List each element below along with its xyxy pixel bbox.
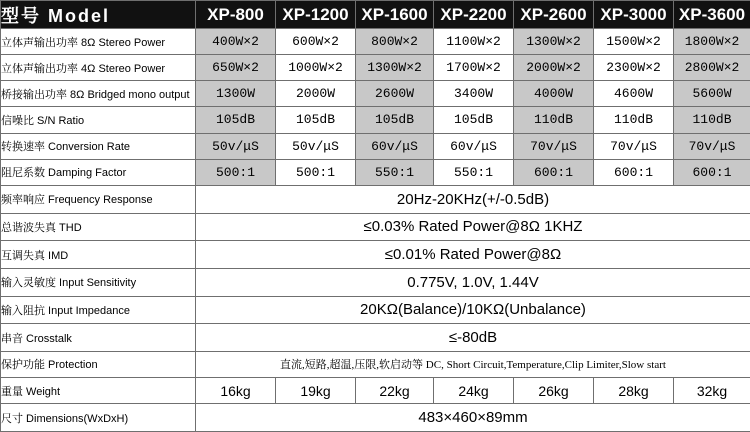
model-xp-1600: XP-1600 <box>356 1 434 29</box>
row-label: 互调失真 IMD <box>1 241 196 269</box>
row-damping-factor <box>1 159 750 185</box>
value-cell: 1800W×2 <box>674 29 750 55</box>
row-label: 信噪比 S/N Ratio <box>1 107 196 133</box>
row-thd <box>1 213 750 241</box>
value-cell: 5600W <box>674 81 750 107</box>
value-cell: 16kg <box>196 378 276 404</box>
row-frequency-response <box>1 185 750 213</box>
row-label: 桥接输出功率 8Ω Bridged mono output <box>1 81 196 107</box>
row-stereo-power-4ohm <box>1 55 750 81</box>
value-cell: 3400W <box>434 81 514 107</box>
value-cell: 600:1 <box>674 159 750 185</box>
row-bridged-mono <box>1 81 750 107</box>
row-snr <box>1 107 750 133</box>
value-cell: 2300W×2 <box>594 55 674 81</box>
value-cell: 2000W×2 <box>514 55 594 81</box>
value-cell: 70v/μS <box>674 133 750 159</box>
value-cell: 600:1 <box>514 159 594 185</box>
row-label: 频率响应 Frequency Response <box>1 185 196 213</box>
value-cell: 2800W×2 <box>674 55 750 81</box>
row-input-impedance <box>1 296 750 324</box>
value-cell: 110dB <box>594 107 674 133</box>
row-label: 阻尼系数 Damping Factor <box>1 159 196 185</box>
header-row <box>1 1 750 29</box>
value-cell: 70v/μS <box>514 133 594 159</box>
input-impedance-value: 20KΩ(Balance)/10KΩ(Unbalance) <box>196 296 750 324</box>
crosstalk-value: ≤-80dB <box>196 324 750 352</box>
value-cell: 600W×2 <box>276 29 356 55</box>
row-label: 输入阻抗 Input Impedance <box>1 296 196 324</box>
value-cell: 22kg <box>356 378 434 404</box>
value-cell: 105dB <box>434 107 514 133</box>
row-imd <box>1 241 750 269</box>
value-cell: 2600W <box>356 81 434 107</box>
value-cell: 800W×2 <box>356 29 434 55</box>
value-cell: 2000W <box>276 81 356 107</box>
row-label: 立体声输出功率 8Ω Stereo Power <box>1 29 196 55</box>
row-label: 尺寸 Dimensions(WxDxH) <box>1 404 196 432</box>
value-cell: 400W×2 <box>196 29 276 55</box>
row-label: 立体声输出功率 4Ω Stereo Power <box>1 55 196 81</box>
value-cell: 26kg <box>514 378 594 404</box>
value-cell: 1300W×2 <box>356 55 434 81</box>
model-xp-2600: XP-2600 <box>514 1 594 29</box>
value-cell: 1000W×2 <box>276 55 356 81</box>
model-xp-1200: XP-1200 <box>276 1 356 29</box>
value-cell: 50v/μS <box>196 133 276 159</box>
value-cell: 105dB <box>356 107 434 133</box>
protection-value: 直流,短路,超温,压限,软启动等 DC, Short Circuit,Temperature,Clip Limiter,Slow start <box>196 351 750 377</box>
thd-value: ≤0.03% Rated Power@8Ω 1KHZ <box>196 213 750 241</box>
value-cell: 550:1 <box>356 159 434 185</box>
value-cell: 70v/μS <box>594 133 674 159</box>
model-xp-2200: XP-2200 <box>434 1 514 29</box>
value-cell: 110dB <box>674 107 750 133</box>
value-cell: 500:1 <box>276 159 356 185</box>
model-xp-3600: XP-3600 <box>674 1 750 29</box>
value-cell: 4600W <box>594 81 674 107</box>
value-cell: 1300W×2 <box>514 29 594 55</box>
value-cell: 550:1 <box>434 159 514 185</box>
value-cell: 1100W×2 <box>434 29 514 55</box>
row-label: 串音 Crosstalk <box>1 324 196 352</box>
row-protection <box>1 351 750 377</box>
value-cell: 24kg <box>434 378 514 404</box>
row-label: 转换速率 Conversion Rate <box>1 133 196 159</box>
row-label: 输入灵敏度 Input Sensitivity <box>1 268 196 296</box>
value-cell: 1300W <box>196 81 276 107</box>
row-label: 重量 Weight <box>1 378 196 404</box>
row-weight <box>1 378 750 404</box>
row-input-sensitivity <box>1 268 750 296</box>
value-cell: 500:1 <box>196 159 276 185</box>
value-cell: 19kg <box>276 378 356 404</box>
row-crosstalk <box>1 324 750 352</box>
dimensions-value: 483×460×89mm <box>196 404 750 432</box>
value-cell: 50v/μS <box>276 133 356 159</box>
model-xp-800: XP-800 <box>196 1 276 29</box>
value-cell: 105dB <box>276 107 356 133</box>
value-cell: 105dB <box>196 107 276 133</box>
row-dimensions <box>1 404 750 432</box>
value-cell: 32kg <box>674 378 750 404</box>
value-cell: 650W×2 <box>196 55 276 81</box>
input-sensitivity-value: 0.775V, 1.0V, 1.44V <box>196 268 750 296</box>
row-label: 总谐波失真 THD <box>1 213 196 241</box>
row-conversion-rate <box>1 133 750 159</box>
value-cell: 1500W×2 <box>594 29 674 55</box>
model-xp-3000: XP-3000 <box>594 1 674 29</box>
value-cell: 600:1 <box>594 159 674 185</box>
value-cell: 4000W <box>514 81 594 107</box>
value-cell: 110dB <box>514 107 594 133</box>
frequency-response-value: 20Hz-20KHz(+/-0.5dB) <box>196 185 750 213</box>
value-cell: 60v/μS <box>356 133 434 159</box>
row-label: 保护功能 Protection <box>1 351 196 377</box>
model-label: 型号 Model <box>1 1 196 29</box>
value-cell: 1700W×2 <box>434 55 514 81</box>
value-cell: 60v/μS <box>434 133 514 159</box>
imd-value: ≤0.01% Rated Power@8Ω <box>196 241 750 269</box>
row-stereo-power-8ohm <box>1 29 750 55</box>
value-cell: 28kg <box>594 378 674 404</box>
